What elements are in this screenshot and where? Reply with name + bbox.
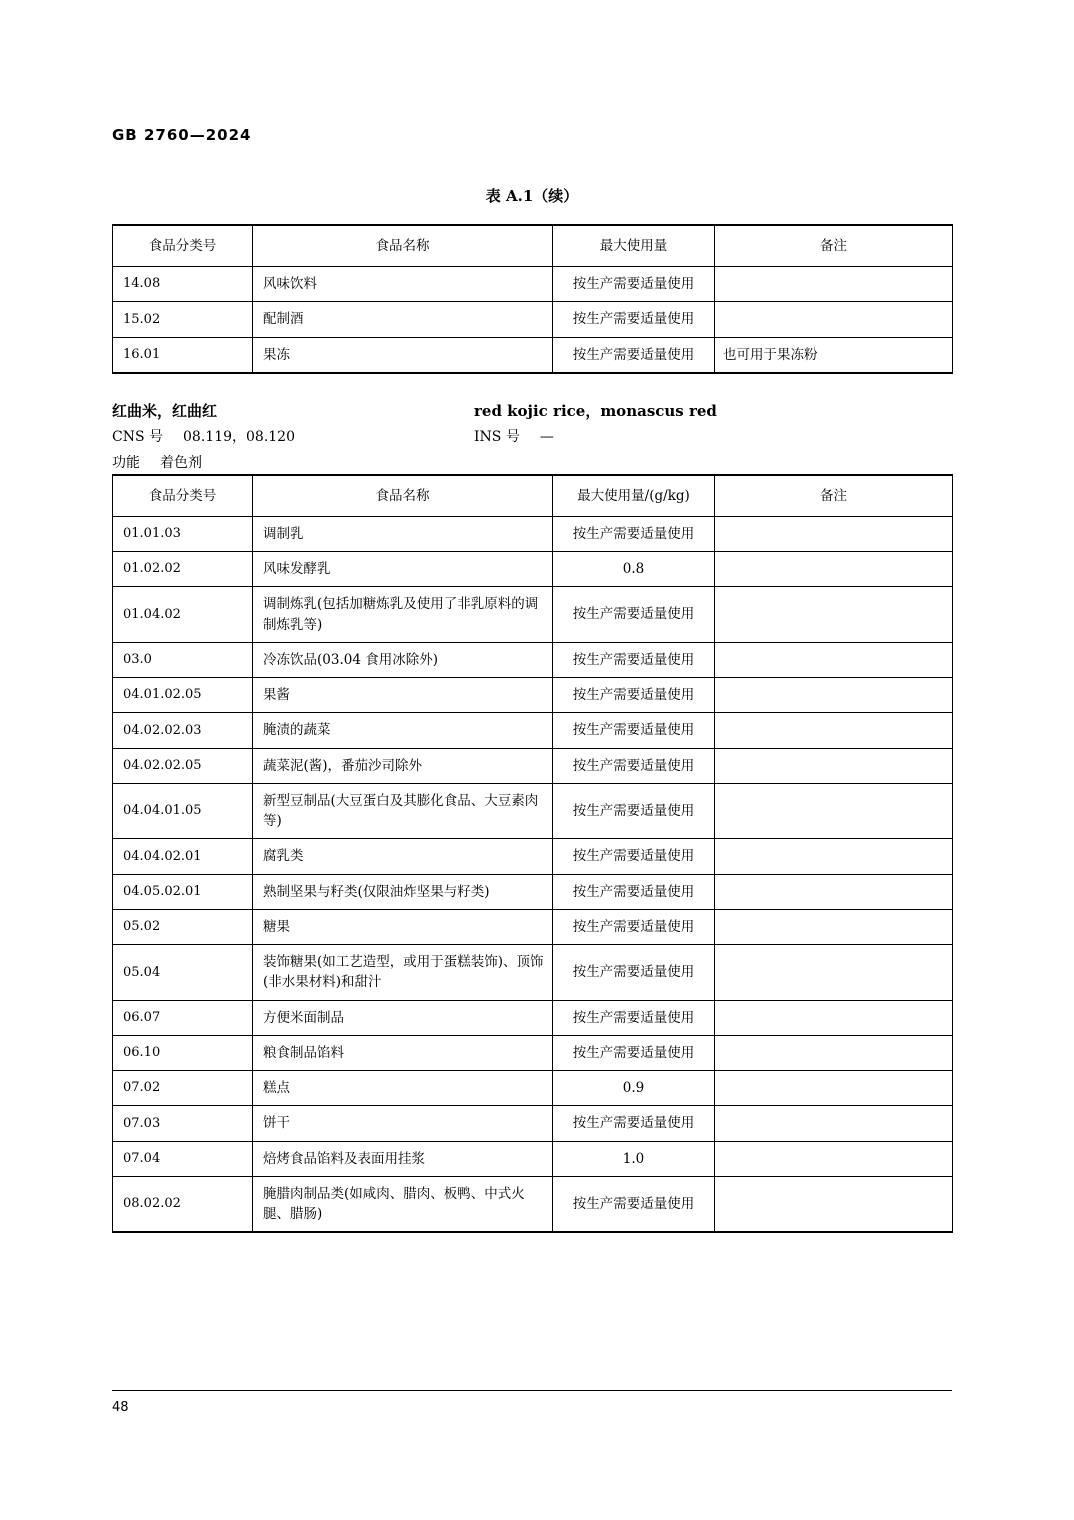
cell-max-usage: 按生产需要适量使用 xyxy=(553,909,715,944)
column-header-food-name: 食品名称 xyxy=(253,225,553,267)
cell-food-name: 风味饮料 xyxy=(253,267,553,302)
cell-category-code: 14.08 xyxy=(113,267,253,302)
cell-remarks xyxy=(715,945,953,1001)
cell-category-code: 04.04.01.05 xyxy=(113,783,253,839)
table-row xyxy=(113,587,953,643)
cell-remarks xyxy=(715,267,953,302)
cell-remarks xyxy=(715,783,953,839)
table-header-row xyxy=(113,475,953,517)
cell-food-name: 调制乳 xyxy=(253,516,553,551)
table-row xyxy=(113,783,953,839)
table-row xyxy=(113,1000,953,1035)
cell-category-code: 04.04.02.01 xyxy=(113,839,253,874)
page-header: GB 2760—2024 xyxy=(112,126,252,144)
continued-table xyxy=(112,224,953,374)
cell-food-name: 果酱 xyxy=(253,678,553,713)
ins-number xyxy=(474,426,554,446)
cell-category-code: 01.01.03 xyxy=(113,516,253,551)
cell-food-name: 熟制坚果与籽类(仅限油炸坚果与籽类) xyxy=(253,874,553,909)
cell-remarks xyxy=(715,587,953,643)
cell-category-code: 08.02.02 xyxy=(113,1176,253,1232)
cell-remarks: 也可用于果冻粉 xyxy=(715,337,953,373)
cell-food-name: 配制酒 xyxy=(253,302,553,337)
cell-food-name: 糖果 xyxy=(253,909,553,944)
cell-max-usage: 按生产需要适量使用 xyxy=(553,839,715,874)
ins-value: — xyxy=(539,428,554,445)
table-caption: 表 A.1（续） xyxy=(485,187,579,205)
table-row xyxy=(113,267,953,302)
cell-max-usage: 按生产需要适量使用 xyxy=(553,516,715,551)
table-row xyxy=(113,839,953,874)
table-row xyxy=(113,1141,953,1176)
column-header-food-name: 食品名称 xyxy=(253,475,553,517)
cell-remarks xyxy=(715,839,953,874)
cell-max-usage: 按生产需要适量使用 xyxy=(553,1106,715,1141)
cell-food-name: 腌腊肉制品类(如咸肉、腊肉、板鸭、中式火腿、腊肠) xyxy=(253,1176,553,1232)
cell-remarks xyxy=(715,552,953,587)
cell-food-name: 冷冻饮品(03.04 食用冰除外) xyxy=(253,642,553,677)
cell-category-code: 06.10 xyxy=(113,1035,253,1070)
cell-food-name: 新型豆制品(大豆蛋白及其膨化食品、大豆素肉等) xyxy=(253,783,553,839)
cell-remarks xyxy=(715,1000,953,1035)
cell-max-usage: 按生产需要适量使用 xyxy=(553,1035,715,1070)
cell-max-usage: 按生产需要适量使用 xyxy=(553,783,715,839)
table-row xyxy=(113,909,953,944)
cell-category-code: 04.02.02.03 xyxy=(113,713,253,748)
function-line xyxy=(112,452,202,472)
cell-category-code: 16.01 xyxy=(113,337,253,373)
table-header-row xyxy=(113,225,953,267)
cell-food-name: 饼干 xyxy=(253,1106,553,1141)
cell-remarks xyxy=(715,1141,953,1176)
cns-number xyxy=(112,426,295,446)
table-row xyxy=(113,713,953,748)
table-row xyxy=(113,678,953,713)
cell-max-usage: 按生产需要适量使用 xyxy=(553,874,715,909)
cns-value: 08.119，08.120 xyxy=(183,428,295,445)
cell-category-code: 06.07 xyxy=(113,1000,253,1035)
cell-category-code: 07.04 xyxy=(113,1141,253,1176)
cell-remarks xyxy=(715,678,953,713)
table-row xyxy=(113,302,953,337)
cell-remarks xyxy=(715,1106,953,1141)
cell-remarks xyxy=(715,516,953,551)
page-number: 48 xyxy=(112,1400,129,1415)
cell-remarks xyxy=(715,1176,953,1232)
cell-food-name: 焙烤食品馅料及表面用挂浆 xyxy=(253,1141,553,1176)
ins-label: INS 号 xyxy=(474,428,520,445)
function-label: 功能 xyxy=(112,454,140,471)
page-content xyxy=(112,185,952,1233)
cell-remarks xyxy=(715,1035,953,1070)
cell-remarks xyxy=(715,874,953,909)
cell-max-usage: 1.0 xyxy=(553,1141,715,1176)
cell-max-usage: 0.8 xyxy=(553,552,715,587)
table-row xyxy=(113,748,953,783)
cell-remarks xyxy=(715,748,953,783)
footer-divider xyxy=(112,1390,952,1391)
cell-max-usage: 按生产需要适量使用 xyxy=(553,642,715,677)
cell-max-usage: 按生产需要适量使用 xyxy=(553,678,715,713)
table-row xyxy=(113,1106,953,1141)
table-row xyxy=(113,337,953,373)
table-row xyxy=(113,552,953,587)
cell-food-name: 风味发酵乳 xyxy=(253,552,553,587)
substance-english-name: red kojic rice，monascus red xyxy=(474,401,717,420)
table-row xyxy=(113,945,953,1001)
cell-category-code: 04.05.02.01 xyxy=(113,874,253,909)
cell-food-name: 腌渍的蔬菜 xyxy=(253,713,553,748)
table-row xyxy=(113,642,953,677)
cell-category-code: 03.0 xyxy=(113,642,253,677)
cell-remarks xyxy=(715,302,953,337)
cell-max-usage: 按生产需要适量使用 xyxy=(553,337,715,373)
usage-table xyxy=(112,474,953,1234)
cell-food-name: 粮食制品馅料 xyxy=(253,1035,553,1070)
column-header-remarks: 备注 xyxy=(715,475,953,517)
cell-max-usage: 按生产需要适量使用 xyxy=(553,748,715,783)
cell-max-usage: 按生产需要适量使用 xyxy=(553,302,715,337)
cell-category-code: 04.01.02.05 xyxy=(113,678,253,713)
cell-max-usage: 按生产需要适量使用 xyxy=(553,713,715,748)
cell-food-name: 果冻 xyxy=(253,337,553,373)
table-row xyxy=(113,1176,953,1232)
cell-max-usage: 按生产需要适量使用 xyxy=(553,945,715,1001)
cell-food-name: 糕点 xyxy=(253,1071,553,1106)
column-header-category-code: 食品分类号 xyxy=(113,475,253,517)
cell-category-code: 01.02.02 xyxy=(113,552,253,587)
table-row xyxy=(113,874,953,909)
column-header-remarks: 备注 xyxy=(715,225,953,267)
cell-category-code: 05.02 xyxy=(113,909,253,944)
column-header-category-code: 食品分类号 xyxy=(113,225,253,267)
column-header-max-usage: 最大使用量 xyxy=(553,225,715,267)
cell-food-name: 方便米面制品 xyxy=(253,1000,553,1035)
cell-max-usage: 按生产需要适量使用 xyxy=(553,587,715,643)
cell-max-usage: 按生产需要适量使用 xyxy=(553,1176,715,1232)
cell-remarks xyxy=(715,1071,953,1106)
cell-category-code: 15.02 xyxy=(113,302,253,337)
substance-entry xyxy=(112,400,952,474)
table-row xyxy=(113,1071,953,1106)
substance-chinese-name: 红曲米，红曲红 xyxy=(112,401,218,420)
table-row xyxy=(113,516,953,551)
cell-category-code: 01.04.02 xyxy=(113,587,253,643)
cell-remarks xyxy=(715,909,953,944)
cell-food-name: 蔬菜泥(酱)，番茄沙司除外 xyxy=(253,748,553,783)
cell-food-name: 调制炼乳(包括加糖炼乳及使用了非乳原料的调制炼乳等) xyxy=(253,587,553,643)
cell-category-code: 04.02.02.05 xyxy=(113,748,253,783)
cns-label: CNS 号 xyxy=(112,428,164,445)
cell-remarks xyxy=(715,713,953,748)
cell-food-name: 装饰糖果(如工艺造型，或用于蛋糕装饰)、顶饰(非水果材料)和甜汁 xyxy=(253,945,553,1001)
cell-max-usage: 按生产需要适量使用 xyxy=(553,267,715,302)
cell-category-code: 05.04 xyxy=(113,945,253,1001)
cell-food-name: 腐乳类 xyxy=(253,839,553,874)
cell-category-code: 07.03 xyxy=(113,1106,253,1141)
column-header-max-usage: 最大使用量/(g/kg) xyxy=(553,475,715,517)
cell-max-usage: 按生产需要适量使用 xyxy=(553,1000,715,1035)
cell-max-usage: 0.9 xyxy=(553,1071,715,1106)
function-value: 着色剂 xyxy=(160,454,202,471)
cell-remarks xyxy=(715,642,953,677)
cell-category-code: 07.02 xyxy=(113,1071,253,1106)
table-row xyxy=(113,1035,953,1070)
